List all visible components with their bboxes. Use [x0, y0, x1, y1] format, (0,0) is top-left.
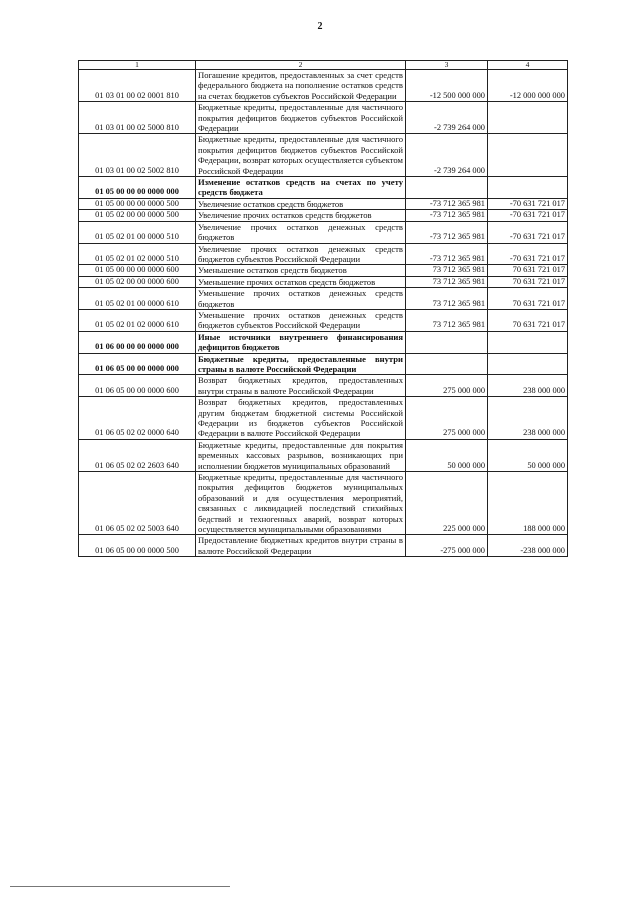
plan-year-1-cell: 50 000 000: [406, 439, 488, 471]
name-cell: Бюджетные кредиты, предоставленные для покрытия временных кассовых разрывов, возникающих при исполнении бюджетов муниципальных образований: [196, 439, 406, 471]
table-row: [79, 331, 568, 353]
plan-year-1-cell: 225 000 000: [406, 472, 488, 535]
name-cell: Увеличение прочих остатков денежных средств бюджетов: [196, 221, 406, 243]
plan-year-2-cell: -238 000 000: [488, 535, 568, 557]
name-cell: Уменьшение прочих остатков средств бюджетов: [196, 276, 406, 287]
table-row: [79, 439, 568, 471]
name-cell: Иные источники внутреннего финансирования дефицитов бюджетов: [196, 331, 406, 353]
plan-year-1-cell: -2 739 264 000: [406, 134, 488, 177]
plan-year-2-cell: [488, 353, 568, 375]
name-cell: Увеличение остатков средств бюджетов: [196, 198, 406, 209]
code-cell: 01 05 00 00 00 0000 000: [79, 177, 196, 199]
name-cell: Предоставление бюджетных кредитов внутри страны в валюте Российской Федерации: [196, 535, 406, 557]
table-row: [79, 210, 568, 221]
code-cell: 01 05 02 00 00 0000 500: [79, 210, 196, 221]
plan-year-1-cell: -275 000 000: [406, 535, 488, 557]
table-row: [79, 221, 568, 243]
name-cell: Бюджетные кредиты, предоставленные внутри страны в валюте Российской Федерации: [196, 353, 406, 375]
name-cell: Уменьшение прочих остатков денежных средств бюджетов субъектов Российской Федерации: [196, 309, 406, 331]
plan-year-1-cell: 275 000 000: [406, 397, 488, 440]
code-cell: 01 03 01 00 02 5000 810: [79, 102, 196, 134]
plan-year-1-cell: 73 712 365 981: [406, 265, 488, 276]
code-cell: 01 05 02 01 02 0000 510: [79, 243, 196, 265]
plan-year-2-cell: 238 000 000: [488, 375, 568, 397]
code-cell: 01 05 02 01 02 0000 610: [79, 309, 196, 331]
plan-year-2-cell: 188 000 000: [488, 472, 568, 535]
plan-year-2-cell: [488, 102, 568, 134]
plan-year-2-cell: 50 000 000: [488, 439, 568, 471]
table-row: [79, 276, 568, 287]
plan-year-1-cell: 275 000 000: [406, 375, 488, 397]
code-cell: 01 06 05 02 02 5003 640: [79, 472, 196, 535]
table-row: [79, 472, 568, 535]
table-row: [79, 70, 568, 102]
table-row: [79, 102, 568, 134]
table-header-row: [79, 61, 568, 70]
name-cell: Погашение кредитов, предоставленных за счет средств федерального бюджета на пополнение остатков средств на счетах бюджетов субъектов Российской Федерации: [196, 70, 406, 102]
plan-year-1-cell: 73 712 365 981: [406, 309, 488, 331]
name-cell: Возврат бюджетных кредитов, предоставленных другим бюджетам бюджетной системы Российской Федерации из бюджетов субъектов Российской Федерации в валюте Российской Федерации: [196, 397, 406, 440]
header-col-2: 2: [196, 61, 406, 70]
plan-year-1-cell: -73 712 365 981: [406, 221, 488, 243]
header-col-3: 3: [406, 61, 488, 70]
code-cell: 01 05 02 01 00 0000 510: [79, 221, 196, 243]
table-row: [79, 265, 568, 276]
plan-year-1-cell: -73 712 365 981: [406, 210, 488, 221]
code-cell: 01 06 05 00 00 0000 500: [79, 535, 196, 557]
plan-year-1-cell: [406, 353, 488, 375]
name-cell: Изменение остатков средств на счетах по учету средств бюджета: [196, 177, 406, 199]
table-row: [79, 198, 568, 209]
code-cell: 01 03 01 00 02 0001 810: [79, 70, 196, 102]
plan-year-2-cell: 70 631 721 017: [488, 288, 568, 310]
plan-year-2-cell: [488, 331, 568, 353]
table-row: [79, 353, 568, 375]
table-row: [79, 397, 568, 440]
name-cell: Бюджетные кредиты, предоставленные для частичного покрытия дефицитов бюджетов субъектов Российской Федерации, возврат которых осуществляется субъектом Российской Федерации: [196, 134, 406, 177]
code-cell: 01 05 02 01 00 0000 610: [79, 288, 196, 310]
plan-year-1-cell: -2 739 264 000: [406, 102, 488, 134]
plan-year-2-cell: [488, 177, 568, 199]
budget-sources-table: [78, 60, 568, 557]
name-cell: Уменьшение остатков средств бюджетов: [196, 265, 406, 276]
plan-year-2-cell: -70 631 721 017: [488, 198, 568, 209]
code-cell: 01 06 00 00 00 0000 000: [79, 331, 196, 353]
name-cell: Бюджетные кредиты, предоставленные для частичного покрытия дефицитов бюджетов субъектов Российской Федерации: [196, 102, 406, 134]
code-cell: 01 05 00 00 00 0000 500: [79, 198, 196, 209]
name-cell: Увеличение прочих остатков средств бюджетов: [196, 210, 406, 221]
plan-year-2-cell: 238 000 000: [488, 397, 568, 440]
table-row: [79, 535, 568, 557]
table-row: [79, 288, 568, 310]
table-row: [79, 134, 568, 177]
plan-year-1-cell: [406, 177, 488, 199]
plan-year-1-cell: 73 712 365 981: [406, 276, 488, 287]
plan-year-1-cell: -73 712 365 981: [406, 243, 488, 265]
plan-year-1-cell: -12 500 000 000: [406, 70, 488, 102]
code-cell: 01 03 01 00 02 5002 810: [79, 134, 196, 177]
plan-year-1-cell: -73 712 365 981: [406, 198, 488, 209]
name-cell: Уменьшение прочих остатков денежных средств бюджетов: [196, 288, 406, 310]
table-row: [79, 243, 568, 265]
plan-year-2-cell: -70 631 721 017: [488, 243, 568, 265]
name-cell: Увеличение прочих остатков денежных средств бюджетов субъектов Российской Федерации: [196, 243, 406, 265]
code-cell: 01 06 05 02 02 2603 640: [79, 439, 196, 471]
page-number: 2: [317, 21, 323, 32]
code-cell: 01 06 05 00 00 0000 600: [79, 375, 196, 397]
footer-rule: [10, 886, 230, 887]
code-cell: 01 06 05 00 00 0000 000: [79, 353, 196, 375]
header-col-4: 4: [488, 61, 568, 70]
plan-year-2-cell: 70 631 721 017: [488, 265, 568, 276]
code-cell: 01 05 02 00 00 0000 600: [79, 276, 196, 287]
code-cell: 01 05 00 00 00 0000 600: [79, 265, 196, 276]
plan-year-2-cell: 70 631 721 017: [488, 309, 568, 331]
plan-year-2-cell: -70 631 721 017: [488, 221, 568, 243]
table-row: [79, 309, 568, 331]
name-cell: Возврат бюджетных кредитов, предоставленных внутри страны в валюте Российской Федерации: [196, 375, 406, 397]
plan-year-2-cell: 70 631 721 017: [488, 276, 568, 287]
table-row: [79, 177, 568, 199]
header-col-1: 1: [79, 61, 196, 70]
name-cell: Бюджетные кредиты, предоставленные для частичного покрытия дефицитов бюджетов муниципальных образований и для осуществления мероприятий, связанных с ликвидацией последствий стихийных бедствий и техногенных аварий, возврат которых осуществляется муниципальными образованиями: [196, 472, 406, 535]
plan-year-1-cell: 73 712 365 981: [406, 288, 488, 310]
plan-year-2-cell: -12 000 000 000: [488, 70, 568, 102]
plan-year-1-cell: [406, 331, 488, 353]
plan-year-2-cell: -70 631 721 017: [488, 210, 568, 221]
table-row: [79, 375, 568, 397]
code-cell: 01 06 05 02 02 0000 640: [79, 397, 196, 440]
plan-year-2-cell: [488, 134, 568, 177]
